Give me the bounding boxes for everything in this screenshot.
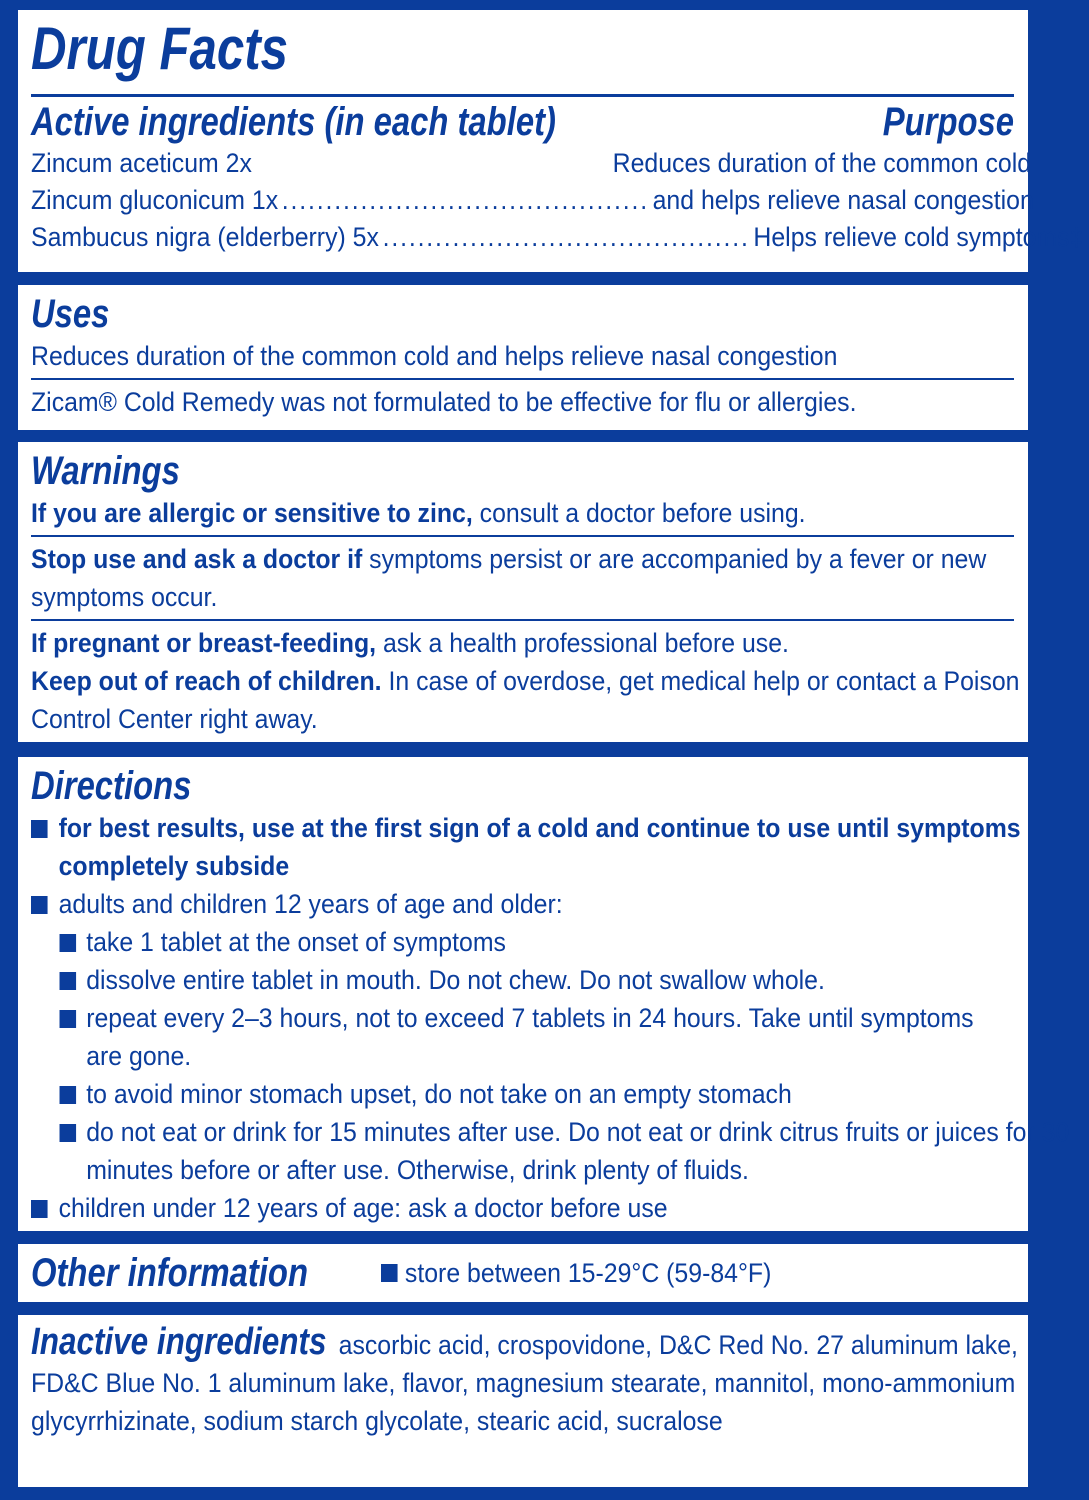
- uses-note: Zicam® Cold Remedy was not formulated to be effective for flu or allergies.: [31, 387, 857, 417]
- square-bullet-icon: [60, 1124, 77, 1142]
- other-info-panel: [18, 1244, 1028, 1302]
- direction-children: children under 12 years of age: ask a doctor before use: [58, 1193, 668, 1223]
- other-info-heading: Other information: [31, 1251, 308, 1295]
- inactive-ingredients-text: ascorbic acid, crospovidone, D&C Red No. 27 aluminum lake, FD&C Blue No. 1 aluminum lake, flavor, magnesium stearate, mannitol, mono-ammonium glycyrrhizinate, sodium starch glycolate, stearic acid, sucralose: [31, 1330, 1018, 1436]
- active-header-row: [31, 99, 1014, 145]
- square-bullet-icon: [31, 896, 48, 914]
- square-bullet-icon: [60, 934, 77, 952]
- square-bullet-icon: [60, 1086, 77, 1104]
- direction-item: [31, 809, 1025, 885]
- warning-children-bold: Keep out of reach of children.: [31, 666, 382, 696]
- leader-dots: ..........................................: [281, 185, 649, 215]
- warnings-divider: [31, 535, 1014, 537]
- square-bullet-icon: [60, 972, 77, 990]
- ingredient-purpose: and helps relieve nasal congestion: [652, 185, 1034, 215]
- purpose-heading: Purpose: [882, 100, 1014, 144]
- active-ingredients-list: [31, 145, 1084, 256]
- square-bullet-icon: [31, 820, 48, 838]
- warning-children: [31, 662, 1031, 738]
- direction-adults: adults and children 12 years of age and older:: [58, 889, 563, 919]
- warning-pregnant-text: ask a health professional before use.: [376, 628, 789, 658]
- warning-children-text: In case of overdose, get medical help or contact a Poison Control Center right away.: [31, 666, 1020, 734]
- direction-substep: [31, 923, 935, 961]
- warning-stop-text: symptoms persist or are accompanied by a fever or new symptoms occur.: [31, 544, 987, 612]
- warnings-heading: Warnings: [31, 449, 180, 493]
- direction-substep: [31, 999, 1015, 1075]
- direction-substep: [31, 1075, 935, 1113]
- ingredient-name: Zincum gluconicum 1x: [31, 185, 279, 215]
- ingredient-row: [31, 219, 1084, 256]
- direction-item: [31, 1189, 935, 1227]
- direction-step-text: to avoid minor stomach upset, do not take on an empty stomach: [86, 1079, 792, 1109]
- uses-heading: Uses: [31, 292, 110, 336]
- other-info-item: [381, 1254, 771, 1292]
- active-ingredients-heading: Active ingredients (in each tablet): [31, 100, 556, 144]
- warning-pregnant: [31, 624, 935, 662]
- other-info-text: store between 15-29°C (59-84°F): [404, 1258, 772, 1288]
- directions-panel: [18, 757, 1070, 1231]
- inactive-ingredients-panel: [18, 1315, 1028, 1487]
- drug-facts-title: Drug Facts: [31, 15, 288, 82]
- directions-heading: Directions: [31, 764, 192, 808]
- warning-allergy-bold: If you are allergic or sensitive to zinc,: [31, 498, 473, 528]
- inactive-ingredients-block: [31, 1323, 1031, 1440]
- direction-step-text: take 1 tablet at the onset of symptoms: [86, 927, 506, 957]
- warning-pregnant-bold: If pregnant or breast-feeding,: [31, 628, 377, 658]
- warnings-divider: [31, 619, 1014, 621]
- square-bullet-icon: [31, 1200, 48, 1218]
- direction-step-text: repeat every 2–3 hours, not to exceed 7 tablets in 24 hours. Take until symptoms are gone.: [86, 1003, 974, 1071]
- leader-dots: ..........................................: [382, 222, 750, 252]
- uses-text: Reduces duration of the common cold and helps relieve nasal congestion: [31, 341, 838, 371]
- direction-substep: [31, 1113, 1089, 1189]
- active-ingredients-panel: [18, 10, 1084, 272]
- direction-step-text: dissolve entire tablet in mouth. Do not chew. Do not swallow whole.: [86, 965, 825, 995]
- uses-panel: [18, 285, 1028, 430]
- warning-stop-bold: Stop use and ask a doctor if: [31, 544, 363, 574]
- direction-substep: [31, 961, 935, 999]
- ingredient-row: [31, 145, 1031, 182]
- ingredient-purpose: Reduces duration of the common cold: [612, 148, 1032, 178]
- ingredient-name: Sambucus nigra (elderberry) 5x: [31, 222, 379, 252]
- direction-best-results: for best results, use at the first sign of a cold and continue to use until symptoms completely subside: [58, 813, 1021, 881]
- warning-allergy-text: consult a doctor before using.: [472, 498, 806, 528]
- square-bullet-icon: [60, 1010, 77, 1028]
- ingredient-name: Zincum aceticum 2x: [31, 148, 252, 178]
- direction-item: [31, 885, 935, 923]
- inactive-ingredients-heading: Inactive ingredients: [31, 1321, 327, 1363]
- ingredient-purpose: Helps relieve cold symptoms‡: [753, 222, 1084, 252]
- warning-allergy: [31, 494, 935, 532]
- square-bullet-icon: [381, 1264, 398, 1282]
- direction-step-text: do not eat or drink for 15 minutes after use. Do not eat or drink citrus fruits or juices for 30 minutes before or after use. Otherwise, drink plenty of fluids.: [86, 1117, 1070, 1185]
- title-divider: [31, 94, 1014, 97]
- warning-stop-use: [31, 540, 1031, 616]
- uses-divider: [31, 378, 1014, 380]
- warnings-panel: [18, 442, 1028, 742]
- ingredient-row: [31, 182, 1034, 219]
